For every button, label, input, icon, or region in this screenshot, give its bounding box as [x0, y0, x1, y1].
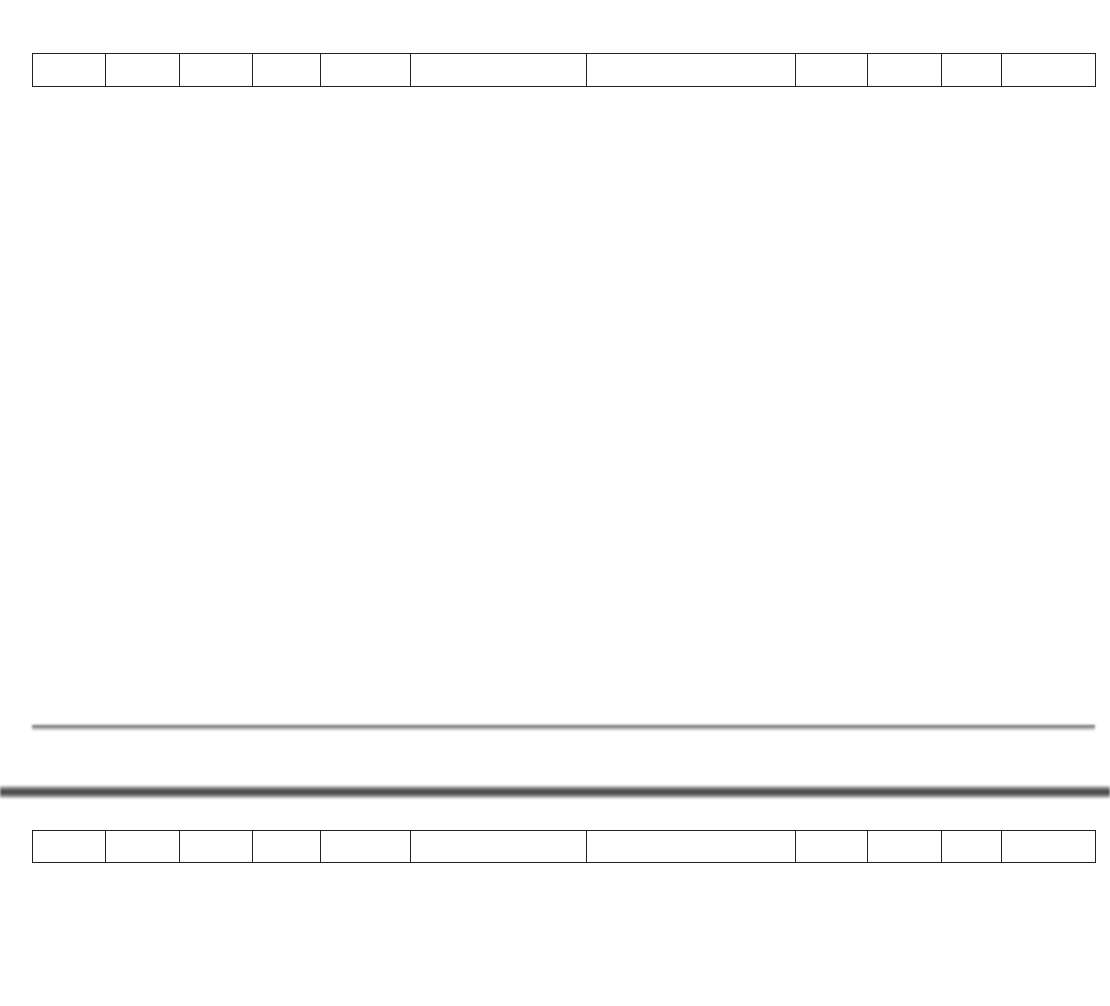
header-department: [321, 54, 411, 87]
header-study-mode: [796, 831, 868, 863]
header-special-plan: [253, 54, 321, 87]
admission-table: [32, 53, 1096, 87]
header-remarks: [1002, 54, 1096, 87]
admission-table-continued: [32, 830, 1096, 863]
header-exam-id: [33, 54, 106, 87]
page-divider: [0, 785, 1110, 799]
header-name: [106, 831, 180, 863]
header-department: [321, 831, 411, 863]
header-research-direction: [587, 54, 796, 87]
header-total-score: [942, 831, 1002, 863]
header-major: [411, 54, 587, 87]
header-major: [411, 831, 587, 863]
header-remarks: [1002, 831, 1096, 863]
header-research-direction: [587, 831, 796, 863]
header-study-mode: [796, 54, 868, 87]
page-edge-shadow: [32, 725, 1095, 731]
header-name: [106, 54, 180, 87]
table-header-row: [33, 831, 1096, 863]
header-admission-type: [868, 54, 942, 87]
header-total-score: [942, 54, 1002, 87]
header-exam-method: [180, 831, 253, 863]
table-header-row: [33, 54, 1096, 87]
header-admission-type: [868, 831, 942, 863]
header-special-plan: [253, 831, 321, 863]
header-exam-method: [180, 54, 253, 87]
header-exam-id: [33, 831, 106, 863]
